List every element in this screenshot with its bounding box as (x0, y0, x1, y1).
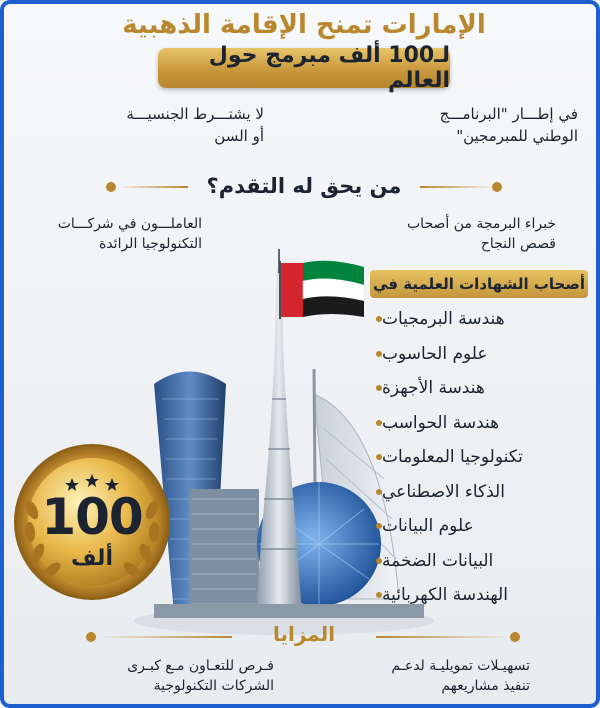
benefit-collaboration (74, 656, 274, 697)
degree-label: الذكاء الاصطناعي (382, 481, 505, 502)
benefit-collaboration-line2: الشركات التكنولوجية (153, 678, 274, 695)
degree-item (366, 475, 576, 510)
fact-national-program-line1: في إطـــار "البرنامـــج (439, 105, 578, 123)
degree-label: الهندسة الكهربائية (382, 585, 508, 606)
degree-label: هندسة الحواسب (382, 412, 500, 433)
degree-label: هندسة البرمجيات (382, 309, 505, 330)
degree-item (366, 509, 576, 544)
uae-flag (280, 261, 364, 319)
eligibility-tech-workers-line2: التكنولوجيا الرائدة (98, 236, 202, 253)
bullet-icon (376, 420, 382, 426)
degree-item (366, 440, 576, 475)
bullet-icon (376, 558, 382, 564)
benefit-financing-line1: تسهيـلات تمويليـة لدعـم (391, 658, 530, 674)
fact-no-nationality-line2: أو السن (214, 126, 264, 145)
divider-dot-right (492, 182, 502, 192)
office-block (189, 489, 259, 614)
divider-line-left (116, 186, 188, 188)
eligibility-experts-line1: خبراء البرمجة من أصحاب (407, 216, 556, 232)
degree-label: تكنولوجيا المعلومات (382, 447, 523, 468)
benefit-financing (340, 656, 530, 697)
benefit-collaboration-line1: فـرص للتعـاون مـع كبـرى (127, 658, 274, 674)
subtitle-banner: لـ100 ألف مبرمج حول العالم (158, 48, 450, 88)
gold-medal-badge (10, 440, 174, 604)
degree-list (366, 302, 576, 613)
degree-item (366, 406, 576, 441)
divider-line-right (376, 636, 512, 638)
degree-label: البيانات الضخمة (382, 550, 494, 571)
degree-label: علوم البيانات (382, 516, 474, 537)
bullet-icon (376, 351, 382, 357)
fact-national-program (328, 104, 578, 148)
eligibility-experts-line2: قصص النجاح (480, 236, 556, 253)
degree-item (366, 371, 576, 406)
fact-no-nationality-line1: لا يشتـــرط الجنسيـــة (126, 105, 264, 123)
degree-item (366, 337, 576, 372)
divider-dot-right (510, 632, 520, 642)
degree-label: علوم الحاسوب (382, 343, 488, 364)
eligibility-title: من يحق له التقدم؟ (206, 174, 402, 198)
fact-national-program-line2: الوطني للمبرمجين" (456, 126, 578, 145)
bullet-icon (376, 489, 382, 495)
benefits-title: المزايا (272, 622, 336, 646)
medal-number: 100 (41, 488, 143, 546)
divider-line-left (96, 636, 232, 638)
degree-item (366, 578, 576, 613)
divider-dot-left (86, 632, 96, 642)
medal-unit: ألف (70, 546, 113, 571)
divider-dot-left (106, 182, 116, 192)
main-title: الإمارات تمنح الإقامة الذهبية (122, 10, 486, 40)
degree-item (366, 544, 576, 579)
degree-label: هندسة الأجهزة (382, 378, 485, 399)
benefit-financing-line2: تنفيذ مشاريعهم (441, 678, 530, 695)
divider-line-right (420, 186, 496, 188)
eligibility-tech-workers-line1: العاملـــون في شركـــات (57, 216, 202, 232)
eligibility-divider (34, 174, 574, 200)
benefits-divider (24, 622, 584, 652)
fact-no-nationality (74, 104, 264, 148)
degree-item (366, 302, 576, 337)
degrees-title: أصحاب الشهادات العلمية في (370, 270, 588, 298)
